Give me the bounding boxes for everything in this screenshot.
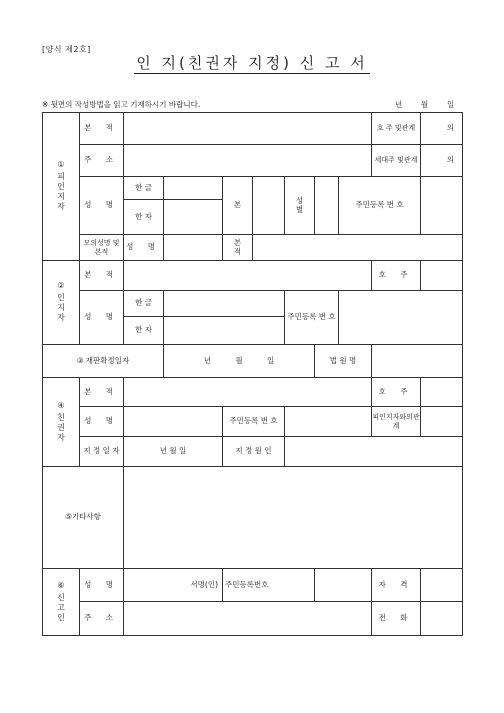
s1-mother-label: 모의성명 및 본적 <box>80 235 124 261</box>
s6-blank[interactable] <box>315 569 372 602</box>
s1-jumin-field[interactable] <box>421 177 463 235</box>
s1-mother-name-field[interactable] <box>164 235 223 261</box>
form-title: 인 지(친권자 지정) 신 고 서 <box>136 54 368 72</box>
s4-relation-field[interactable] <box>421 407 463 437</box>
s4-jumin-label: 주민등록 번 호 <box>223 407 285 437</box>
s4-name-field[interactable] <box>124 407 223 437</box>
s4-jijeong-ilja-label: 지 정 일 자 <box>80 437 124 467</box>
s4-jijeong-ilja-field[interactable]: 년 월 일 <box>124 437 223 467</box>
s1-gender-field[interactable] <box>315 177 339 235</box>
s6-name-label: 성 명 <box>80 569 124 602</box>
section2-label: ② 인지자 <box>43 261 80 345</box>
s4-bonjeok-label: 본 적 <box>80 378 124 407</box>
s1-saedaeju-ui[interactable]: 의 <box>421 145 463 177</box>
s3-day-label: 일 <box>267 355 275 365</box>
s1-hanja-label: 한 자 <box>124 200 164 235</box>
s4-relation-label: 피인지자와의관계 <box>372 407 421 437</box>
s6-name-field[interactable]: 서명(인) <box>124 569 223 602</box>
s1-saedaeju-label: 세대주 및관계 <box>372 145 421 177</box>
s2-name-label: 성 명 <box>80 291 124 345</box>
s1-hangeul-field[interactable] <box>164 177 223 200</box>
s4-name-label: 성 명 <box>80 407 124 437</box>
s1-mother-bonjeok-label: 본적 <box>223 235 253 261</box>
date-day-label: 일 <box>447 100 455 109</box>
s6-phone-label: 전 화 <box>372 602 421 636</box>
s1-juso-label: 주 소 <box>80 145 124 177</box>
s6-jagyeok-field[interactable] <box>421 569 463 602</box>
s2-hangeul-label: 한 글 <box>124 291 164 317</box>
s6-phone-field[interactable] <box>421 602 463 636</box>
s3-month-label: 월 <box>235 355 243 365</box>
s1-hoju-ui[interactable]: 의 <box>421 113 463 145</box>
s4-jijeong-won-label: 지 정 원 인 <box>223 437 285 467</box>
s6-jagyeok-label: 자 격 <box>372 569 421 602</box>
s5-label: ⑤기타사항 <box>43 467 124 569</box>
s3-date-field[interactable] <box>164 345 315 378</box>
s4-hoju-field[interactable] <box>421 378 463 407</box>
s6-jumin-field[interactable]: 주민등록번호 <box>223 569 315 602</box>
s2-jumin-label: 주민등록 번 호 <box>285 291 339 345</box>
s3-label: ③ 재판확정일자 <box>43 345 164 378</box>
s1-gender-label: 성 별 <box>285 177 315 235</box>
s4-jijeong-won-field[interactable] <box>285 437 463 467</box>
s3-court-field[interactable] <box>372 345 463 378</box>
s4-bonjeok-field[interactable] <box>124 378 372 407</box>
s3-year-label: 년 <box>203 355 211 365</box>
s2-hoju-field[interactable] <box>421 261 463 291</box>
s1-bonjeok-label: 본 적 <box>80 113 124 145</box>
s4-jumin-field[interactable] <box>285 407 372 437</box>
s2-hoju-label: 호 주 <box>372 261 421 291</box>
date-year-label: 년 <box>395 100 403 109</box>
s1-hangeul-label: 한 글 <box>124 177 164 200</box>
s2-hanja-field[interactable] <box>164 317 285 345</box>
s1-mother-bonjeok-field[interactable] <box>253 235 463 261</box>
s1-jumin-label: 주민등록 번 호 <box>339 177 421 235</box>
section4-label: ④ 친권자 <box>43 378 80 467</box>
s5-etc-field[interactable] <box>124 467 463 569</box>
section1-label: ① 피인지자 <box>43 113 80 261</box>
report-form-table <box>42 112 463 636</box>
s1-bonjeok-field[interactable] <box>124 113 372 145</box>
s6-juso-field[interactable] <box>124 602 372 636</box>
s1-hanja-field[interactable] <box>164 200 223 235</box>
s1-bon-field[interactable] <box>253 177 285 235</box>
date-month-label: 월 <box>421 100 429 109</box>
s1-mother-name-label: 성 명 <box>124 235 164 261</box>
s4-hoju-label: 호 주 <box>372 378 421 407</box>
s6-juso-label: 주 소 <box>80 602 124 636</box>
s2-hangeul-field[interactable] <box>164 291 285 317</box>
s1-name-label: 성 명 <box>80 177 124 235</box>
s1-bon-label: 본 <box>223 177 253 235</box>
section6-label: ⑥ 신고인 <box>43 569 80 636</box>
instruction-note: ※ 뒷면의 작성방법을 읽고 기재하시기 바랍니다. <box>42 100 201 109</box>
s1-juso-field[interactable] <box>124 145 372 177</box>
s2-hanja-label: 한 자 <box>124 317 164 345</box>
s2-jumin-field[interactable] <box>339 291 463 345</box>
s3-court-label: 법 원 명 <box>315 345 372 378</box>
s1-hoju-label: 호 주 및관계 <box>372 113 421 145</box>
s2-bonjeok-field[interactable] <box>124 261 372 291</box>
form-number: [양식 제2호] <box>42 45 91 54</box>
s2-bonjeok-label: 본 적 <box>80 261 124 291</box>
